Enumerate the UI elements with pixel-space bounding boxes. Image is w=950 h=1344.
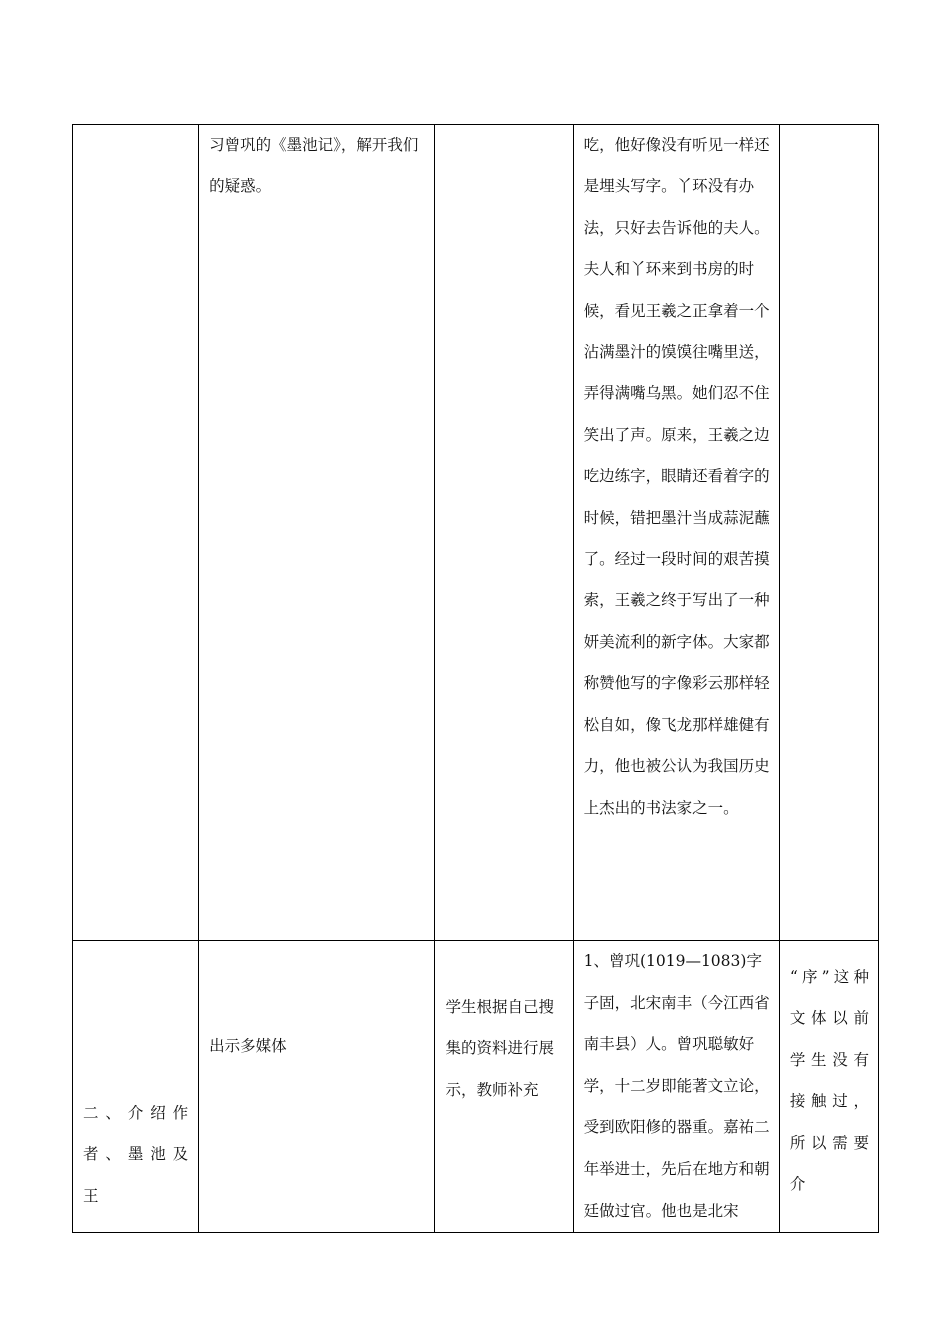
table-cell-teacher-activity xyxy=(199,941,435,1233)
story-text: 吃，他好像没有听见一样还是埋头写字。丫环没有办法，只好去告诉他的夫人。夫人和丫环来到书房的时候，看见王羲之正拿着一个沾满墨汁的馍馍往嘴里送，弄得满嘴乌黑。她们忍不住笑出了声。原来，王羲之边吃边练字，眼睛还看着字的时候，错把墨汁当成蒜泥蘸了。经过一段时间的艰苦摸索，王羲之终于写出了一种妍美流利的新字体。大家都称赞他写的字像彩云那样轻松自如，像飞龙那样雄健有力，他也被公认为我国历史上杰出的书法家之一。 xyxy=(583,136,770,817)
table-cell-teacher-activity xyxy=(199,125,435,941)
lesson-plan-table xyxy=(72,124,879,1233)
table-cell-step xyxy=(73,125,199,941)
student-activity-text: 学生根据自己搜集的资料进行展示，教师补充 xyxy=(445,998,554,1099)
table-row xyxy=(73,125,879,941)
table-row xyxy=(73,941,879,1233)
table-cell-notes xyxy=(779,125,878,941)
table-cell-step xyxy=(73,941,199,1233)
teacher-activity-text: 出示多媒体 xyxy=(209,1037,287,1055)
teacher-activity-text: 习曾巩的《墨池记》，解开我们的疑惑。 xyxy=(209,136,419,196)
table-cell-notes xyxy=(779,941,878,1233)
table-cell-content xyxy=(573,125,779,941)
table-cell-content xyxy=(573,941,779,1233)
step-title-text: 二、介绍作者、墨池及王 xyxy=(83,1104,193,1205)
table-cell-student-activity xyxy=(435,125,573,941)
table-cell-student-activity xyxy=(435,941,573,1233)
author-intro-text: 1、曾巩(1019—1083)字子固，北宋南丰（今江西省南丰县）人。曾巩聪敏好学，十二岁即能著文立论，受到欧阳修的器重。嘉祐二年举进士，先后在地方和朝廷做过官。他也是北宋 xyxy=(583,952,770,1220)
design-note-text: “序”这种文体以前学生没有接触过，所以需要介 xyxy=(789,968,872,1194)
